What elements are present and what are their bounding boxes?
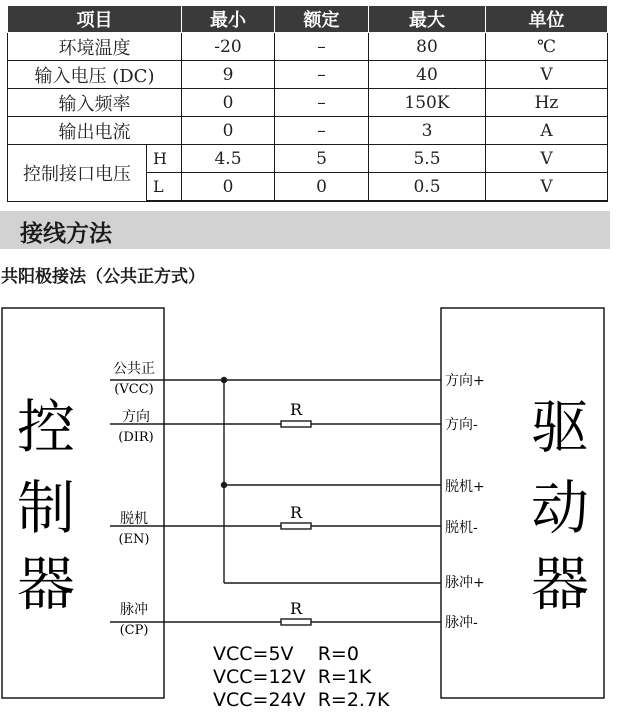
level-h: H <box>147 145 182 173</box>
row-max: 5.5 <box>369 145 486 173</box>
row-min: -20 <box>182 33 275 61</box>
pin-vcc-code: (VCC) <box>114 382 154 397</box>
row-max: 40 <box>369 61 486 89</box>
pin-en-name: 脱机 <box>120 511 148 527</box>
row-item: 输入频率 <box>8 89 182 117</box>
row-max: 80 <box>369 33 486 61</box>
row-unit: Hz <box>486 89 608 117</box>
pin-en-code: (EN) <box>118 532 150 547</box>
pin-dir-name: 方向 <box>122 409 150 425</box>
driver-pin-cp-minus: 脉冲- <box>445 615 478 631</box>
pin-cp-name: 脉冲 <box>120 602 148 618</box>
driver-label-3: 器 <box>530 550 590 618</box>
header-unit: 单位 <box>486 6 608 33</box>
row-unit: V <box>486 173 608 202</box>
row-unit: ℃ <box>486 33 608 61</box>
header-item: 项目 <box>8 6 182 33</box>
resistor-cp <box>281 619 311 625</box>
row-item: 输出电流 <box>8 117 182 145</box>
row-unit: A <box>486 117 608 145</box>
pin-vcc-name: 公共正 <box>113 361 155 377</box>
row-unit: V <box>486 61 608 89</box>
driver-label-2: 动 <box>530 474 590 542</box>
header-rated: 额定 <box>275 6 369 33</box>
driver-pin-dir-plus: 方向+ <box>445 373 485 389</box>
note-line: VCC=5V R=0 <box>213 643 359 665</box>
row-rated: – <box>275 61 369 89</box>
junction-dot <box>221 482 227 488</box>
controller-label-3: 器 <box>16 550 76 618</box>
resistor-label: R <box>289 400 303 419</box>
header-min: 最小 <box>182 6 275 33</box>
level-l: L <box>147 173 182 202</box>
row-rated: – <box>275 117 369 145</box>
section-title: 接线方法 <box>20 221 112 247</box>
row-rated: 0 <box>275 173 369 202</box>
resistor-en <box>281 523 311 529</box>
row-min: 9 <box>182 61 275 89</box>
pin-dir-code: (DIR) <box>118 430 154 445</box>
row-rated: – <box>275 33 369 61</box>
driver-label-1: 驱 <box>530 393 590 461</box>
row-max: 3 <box>369 117 486 145</box>
row-item-control-voltage: 控制接口电压 <box>8 145 147 202</box>
row-rated: – <box>275 89 369 117</box>
row-min: 0 <box>182 89 275 117</box>
row-item: 环境温度 <box>8 33 182 61</box>
note-line: VCC=24V R=2.7K <box>213 689 390 711</box>
driver-pin-dir-minus: 方向- <box>445 417 478 433</box>
wiring-subtitle: 共阳极接法（公共正方式） <box>1 267 205 287</box>
row-item: 输入电压 (DC) <box>8 61 182 89</box>
row-max: 0.5 <box>369 173 486 202</box>
driver-pin-cp-plus: 脉冲+ <box>445 575 485 591</box>
row-max: 150K <box>369 89 486 117</box>
controller-label-2: 制 <box>16 474 76 542</box>
pin-cp-code: (CP) <box>119 623 149 638</box>
row-min: 0 <box>182 173 275 202</box>
header-max: 最大 <box>369 6 486 33</box>
note-line: VCC=12V R=1K <box>213 666 372 688</box>
wires <box>110 380 441 622</box>
controller-label-1: 控 <box>16 393 76 461</box>
driver-pin-en-minus: 脱机- <box>445 520 478 536</box>
row-unit: V <box>486 145 608 173</box>
driver-pin-en-plus: 脱机+ <box>445 479 485 495</box>
resistor-label: R <box>289 599 303 618</box>
junction-dot <box>221 377 227 383</box>
row-rated: 5 <box>275 145 369 173</box>
resistor-label: R <box>289 503 303 522</box>
resistor-dir <box>281 421 311 427</box>
row-min: 4.5 <box>182 145 275 173</box>
row-min: 0 <box>182 117 275 145</box>
